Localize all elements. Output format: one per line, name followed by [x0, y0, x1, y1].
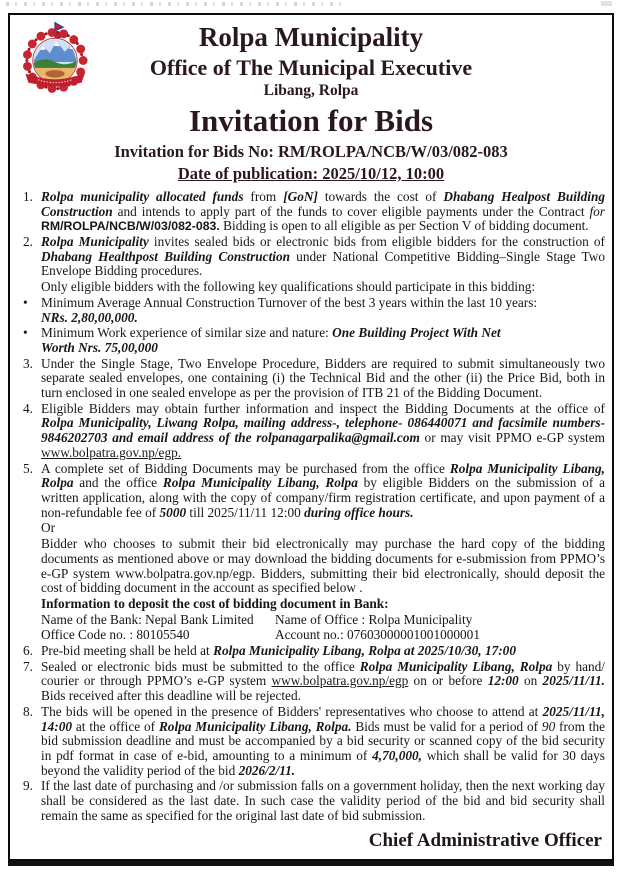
text-run: 2025/11/11, 14:00: [41, 703, 605, 734]
header-office: Office of The Municipal Executive: [149, 54, 473, 80]
paragraph-text: [41, 357, 605, 401]
text-run: 2025/11/11.: [542, 673, 605, 689]
list-marker: 3.: [23, 355, 33, 371]
text-run: Bids received after this deadline will be rejected.: [41, 688, 301, 704]
header-municipality: Rolpa Municipality: [198, 22, 424, 52]
text-run: Bidder who chooses to submit their bid electronically may purchase the hard copy of the bidding documents as mentioned above or may download the bidding documents for e-submission from PPMO’s e-GP system www.bolpatra.gov.np/egp. Bidders, submitting their bid electronically, should deposit the cost of bidding document in the account as specified below .: [41, 536, 605, 596]
text-run: Under the Single Stage, Two Envelope Procedure, Bidders are required to submit simultaneously two separate sealed envelopes, one containing (i) the Technical Bid and the other (ii) the Price Bid, both in turn enclosed in one sealed envelope as per the provision of ITB 21 of the Bidding Document.: [41, 355, 605, 401]
scan-artifact-top-right: [601, 1, 612, 6]
text-run: Sealed or electronic bids must be submitted to the office: [41, 658, 360, 674]
bank-info-field: Name of Office : Rolpa Municipality: [275, 611, 473, 627]
document-frame: [8, 13, 614, 861]
text-run: Dhabang Healthpost Building Construction: [41, 248, 291, 264]
paragraph: [23, 521, 605, 536]
text-run: for: [589, 203, 605, 219]
document-header: [10, 15, 612, 184]
paragraph: [23, 597, 605, 612]
paragraph-text: [41, 402, 605, 461]
signature-title: Chief Administrative Officer: [368, 830, 602, 851]
text-run: under National Competitive Bidding–Single Stage Two Envelope Bidding procedures.: [41, 248, 605, 279]
handshake-area: [45, 70, 64, 77]
text-run: and the office: [73, 475, 163, 491]
numbered-item: [23, 644, 605, 659]
numbered-item: [23, 357, 605, 401]
text-run: Or: [41, 520, 56, 536]
paragraph-text: [41, 326, 605, 355]
text-run: Rolpa Municipality, Liwang Rolpa, mailing address-, telephone- 086440071 and facsimile numbers- 9846202703 and email address of the rolpanagarpalika@gmail.com: [41, 415, 605, 446]
text-run: by hand/ courier or through PPMO’s e-GP system: [41, 658, 605, 689]
bank-info-row: [41, 613, 605, 628]
doc-body: [10, 184, 612, 827]
text-run: Minimum Work experience of similar size and nature:: [41, 325, 333, 341]
text-run: Rolpa Municipality Libang, Rolpa: [162, 475, 358, 491]
list-marker: [23, 521, 41, 536]
text-run: Rolpa Municipality Libang, Rolpa.: [158, 718, 352, 734]
bullet-item: [23, 326, 605, 355]
paragraph-text: [41, 537, 605, 596]
bid-number-line: Invitation for Bids No: RM/ROLPA/NCB/W/03/082-083: [114, 142, 508, 161]
publication-date-line: Date of publication: 2025/10/12, 10:00: [177, 163, 445, 183]
bullet-item: [23, 296, 605, 325]
numbered-item: [23, 190, 605, 234]
list-marker: 6.: [23, 643, 33, 659]
list-marker: 7.: [23, 658, 33, 674]
paragraph-text: [41, 521, 605, 536]
list-marker: [23, 597, 41, 612]
paragraph: [23, 280, 605, 295]
paragraph-text: [41, 462, 605, 521]
ribbon-right: [74, 74, 84, 84]
text-run: Dhabang Healpost Building Construction: [41, 188, 605, 219]
header-location: Libang, Rolpa: [263, 82, 359, 100]
paragraph-text: [41, 190, 605, 234]
text-run: and intends to apply part of the funds to cover eligible payments under the Contract: [112, 203, 590, 219]
list-marker: 9.: [23, 778, 33, 794]
text-run: The bids will be opened in the presence of Bidders' representatives who choose to attend at: [41, 703, 543, 719]
text-run: Bids must be valid for a period of: [351, 718, 542, 734]
text-run: towards the cost of: [317, 188, 444, 204]
list-marker: 2.: [23, 234, 33, 250]
list-marker: •: [23, 325, 28, 341]
text-run: 90: [541, 718, 556, 734]
text-run: on: [518, 673, 543, 689]
list-marker: [23, 537, 41, 596]
text-run: One Building Project With Net: [332, 325, 501, 341]
list-marker: [23, 280, 41, 295]
list-marker: 8.: [23, 703, 33, 719]
text-run: Rolpa Municipality Libang, Rolpa: [359, 658, 553, 674]
text-run: on or before: [408, 673, 488, 689]
text-run: by eligible Bidders on the submission of a written application, along with the copy of company/firm registration certificate, and upon payment of a non-refundable fee of: [41, 475, 605, 520]
paragraph-text: [41, 597, 605, 612]
text-run: Rolpa municipality allocated funds: [41, 188, 244, 204]
text-run: If the last date of purchasing and /or submission falls on a government holiday, then the next working day shall be considered as the last date. In such case the validity period of the bid and bid security shall remain the same as specified for the original last date of bid submission.: [41, 778, 605, 823]
text-run: Rolpa Municipality Libang, Rolpa: [41, 460, 605, 491]
text-run: Eligible Bidders may obtain further information and inspect the Bidding Documents at the office of: [41, 400, 605, 416]
text-run: Minimum Average Annual Construction Turnover of the best 3 years within the last 10 years:: [41, 294, 538, 310]
numbered-item: [23, 462, 605, 521]
paragraph-text: [41, 235, 605, 279]
numbered-item: [23, 779, 605, 823]
numbered-item: [23, 660, 605, 704]
list-marker: 5.: [23, 460, 33, 476]
bank-info-field: Office Code no. : 80105540: [41, 627, 190, 643]
text-run: 2026/2/11.: [238, 762, 296, 778]
paragraph-text: [41, 644, 605, 659]
municipality-emblem-logo: [18, 20, 92, 98]
text-run: 5000: [159, 504, 187, 520]
text-run: or may visit PPMO e-GP system: [419, 430, 605, 446]
text-run: during office hours.: [304, 504, 414, 520]
text-run: A complete set of Bidding Documents may be purchased from the office: [41, 460, 450, 476]
text-run: Worth Nrs. 75,00,000: [41, 339, 158, 355]
scan-artifact-top: [6, 2, 346, 6]
text-run: Bidding is open to all eligible as per Section V of bidding document.: [219, 218, 589, 234]
text-run: RM/ROLPA/NCB/W/03/082-083.: [41, 219, 220, 234]
paragraph-text: [41, 296, 605, 325]
text-run: 4,70,000,: [372, 747, 422, 763]
text-run: 12:00: [487, 673, 519, 689]
paragraph: [23, 537, 605, 596]
numbered-item: [23, 402, 605, 461]
list-marker: •: [23, 294, 28, 310]
text-run: till 2025/11/11 12:00: [186, 504, 305, 520]
numbered-item: [23, 705, 605, 779]
bank-info-field: Name of the Bank: Nepal Bank Limited: [41, 611, 254, 627]
text-run: from: [243, 188, 284, 204]
paragraph-text: [41, 660, 605, 704]
text-run: Only eligible bidders with the following key qualifications should participate in this bidding:: [41, 279, 536, 295]
list-marker: 1.: [23, 188, 33, 204]
text-run: which shall be valid for 30 days beyond the validity period of the bid: [41, 747, 605, 778]
text-run: from the bid submission deadline and must be accompanied by a bid security or scanned copy of the bid security in pdf format in case of e-bid, amounting to a minimum of: [41, 718, 605, 763]
text-run: Information to deposit the cost of bidding document in Bank:: [41, 595, 389, 611]
text-run: invites sealed bids or electronic bids from eligible bidders for the construction of: [148, 234, 605, 250]
text-run: Rolpa Municipality: [41, 234, 149, 250]
numbered-item: [23, 235, 605, 279]
paragraph-text: [41, 705, 605, 779]
list-marker: 4.: [23, 400, 33, 416]
paragraph-text: [41, 280, 605, 295]
paragraph-text: [41, 779, 605, 823]
text-run: www.bolpatra.gov.np/egp: [271, 673, 409, 689]
text-run: at the office of: [72, 718, 159, 734]
text-run: NRs. 2,80,00,000.: [41, 309, 138, 325]
bank-info-row: [41, 628, 605, 643]
text-run: [GoN]: [283, 188, 318, 204]
text-run: Pre-bid meeting shall be held at: [41, 643, 214, 659]
bank-info-field: Account no.: 07603000001001000001: [275, 627, 480, 643]
text-run: www.bolpatra.gov.np/egp.: [41, 444, 182, 460]
text-run: Rolpa Municipality Libang, Rolpa at 2025/10/30, 17:00: [213, 643, 516, 659]
page-title: Invitation for Bids: [188, 103, 434, 139]
